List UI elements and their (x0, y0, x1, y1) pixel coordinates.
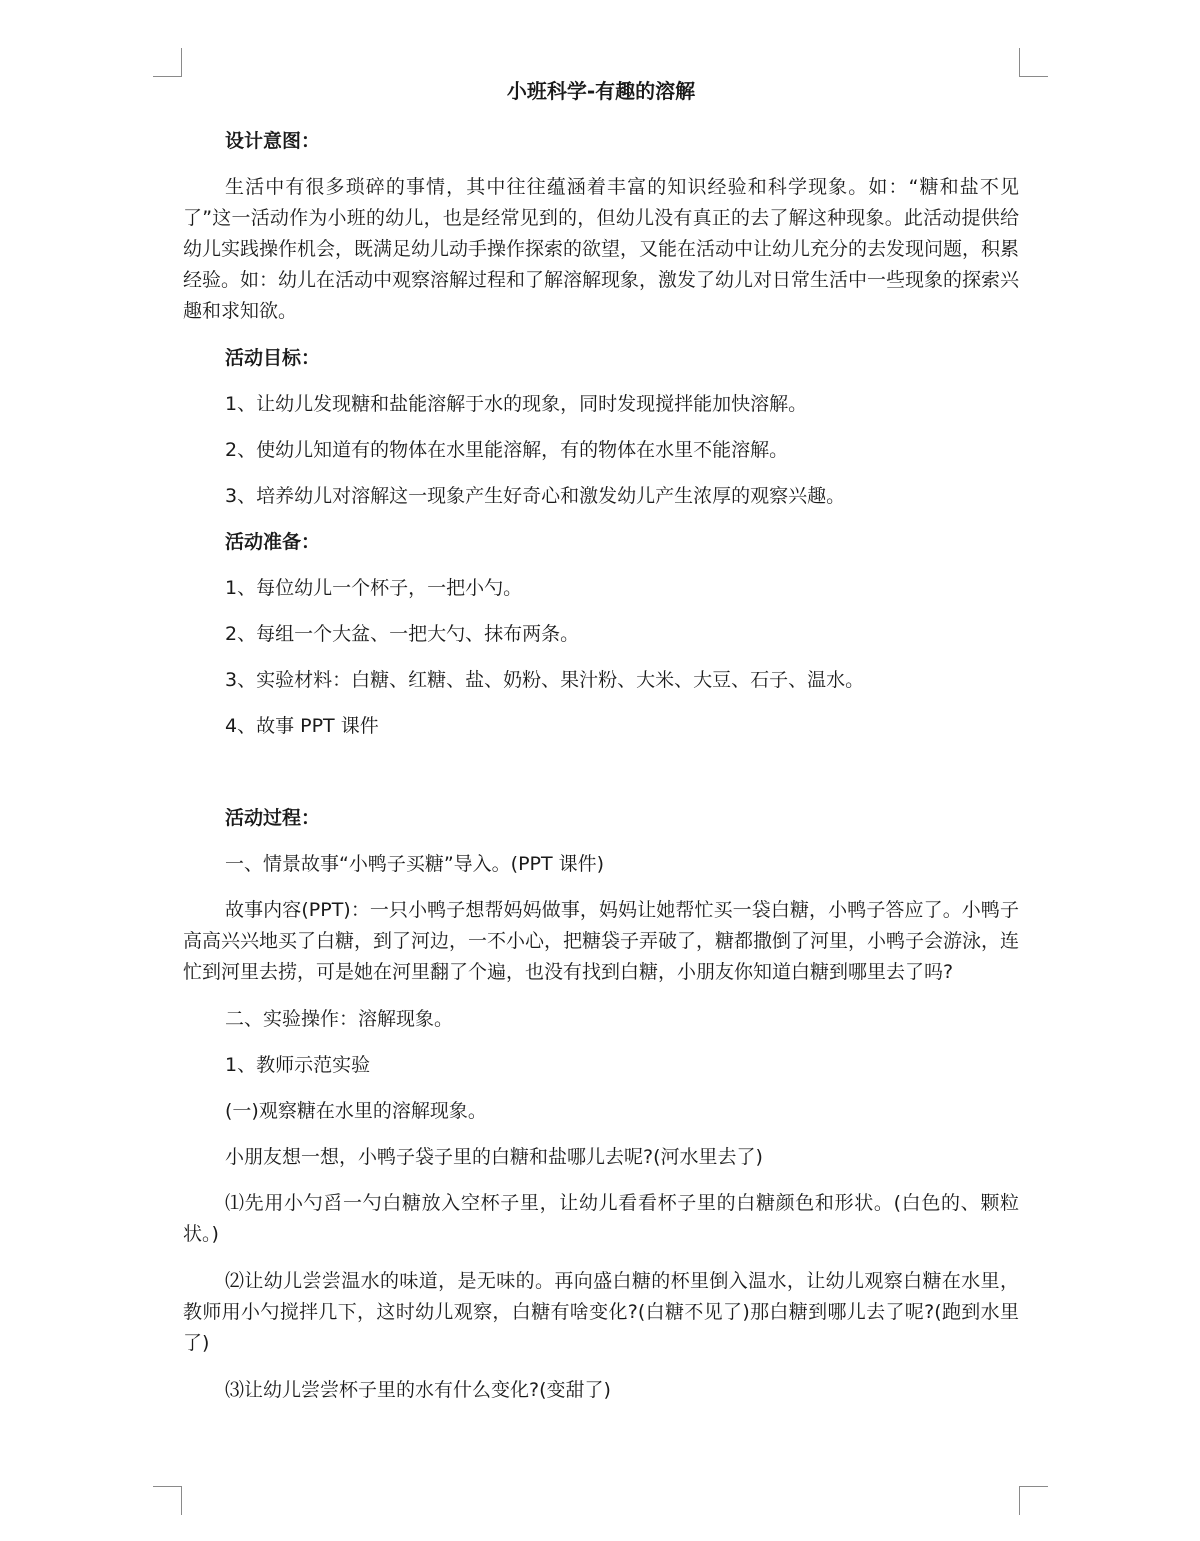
process-question: 小朋友想一想，小鸭子袋子里的白糖和盐哪儿去呢?(河水里去了) (225, 1146, 763, 1168)
goal-item: 2、使幼儿知道有的物体在水里能溶解，有的物体在水里不能溶解。 (225, 439, 789, 461)
process-heading: 活动过程： (225, 807, 321, 829)
process-point-1: ⑴先用小勺舀一勺白糖放入空杯子里，让幼儿看看杯子里的白糖颜色和形状。(白色的、颗粒状。) (183, 1192, 1019, 1245)
process-substep-1a: (一)观察糖在水里的溶解现象。 (225, 1100, 487, 1122)
crop-mark-bottom-right (1019, 1486, 1048, 1515)
process-point-3: ⑶让幼儿尝尝杯子里的水有什么变化?(变甜了) (225, 1379, 611, 1401)
document-body (183, 76, 1019, 1421)
blank-line (183, 757, 1019, 803)
crop-mark-bottom-left (153, 1486, 182, 1515)
preparation-item: 4、故事 PPT 课件 (225, 715, 379, 737)
goal-item: 1、让幼儿发现糖和盐能溶解于水的现象，同时发现搅拌能加快溶解。 (225, 393, 808, 415)
design-intent-paragraph: 生活中有很多琐碎的事情，其中往往蕴涵着丰富的知识经验和科学现象。如：“糖和盐不见了”这一活动作为小班的幼儿，也是经常见到的，但幼儿没有真正的去了解这种现象。此活动提供给幼儿实践操作机会，既满足幼儿动手操作探索的欲望，又能在活动中让幼儿充分的去发现问题，积累经验。如：幼儿在活动中观察溶解过程和了解溶解现象，激发了幼儿对日常生活中一些现象的探索兴趣和求知欲。 (183, 176, 1020, 322)
preparation-item: 1、每位幼儿一个杯子，一把小勺。 (225, 577, 523, 599)
process-substep-1: 1、教师示范实验 (225, 1054, 371, 1076)
story-paragraph: 故事内容(PPT)：一只小鸭子想帮妈妈做事，妈妈让她帮忙买一袋白糖，小鸭子答应了。小鸭子高高兴兴地买了白糖，到了河边，一不小心，把糖袋子弄破了，糖都撒倒了河里，小鸭子会游泳，连忙到河里去捞，可是她在河里翻了个遍，也没有找到白糖，小朋友你知道白糖到哪里去了吗? (183, 899, 1020, 983)
preparation-item: 2、每组一个大盆、一把大勺、抹布两条。 (225, 623, 580, 645)
goal-item: 3、培养幼儿对溶解这一现象产生好奇心和激发幼儿产生浓厚的观察兴趣。 (225, 485, 846, 507)
process-step-1: 一、情景故事“小鸭子买糖”导入。(PPT 课件) (225, 853, 605, 875)
crop-mark-top-right (1019, 48, 1048, 77)
process-point-2: ⑵让幼儿尝尝温水的味道，是无味的。再向盛白糖的杯里倒入温水，让幼儿观察白糖在水里，教师用小勺搅拌几下，这时幼儿观察，白糖有啥变化?(白糖不见了)那白糖到哪儿去了呢?(跑到水里了) (183, 1270, 1019, 1354)
preparation-item: 3、实验材料：白糖、红糖、盐、奶粉、果汁粉、大米、大豆、石子、温水。 (225, 669, 865, 691)
crop-mark-top-left (153, 48, 182, 77)
goals-heading: 活动目标： (225, 347, 321, 369)
design-intent-heading: 设计意图： (225, 130, 321, 152)
page-title: 小班科学-有趣的溶解 (506, 79, 696, 103)
process-step-2: 二、实验操作：溶解现象。 (225, 1008, 454, 1030)
preparation-heading: 活动准备： (225, 531, 321, 553)
